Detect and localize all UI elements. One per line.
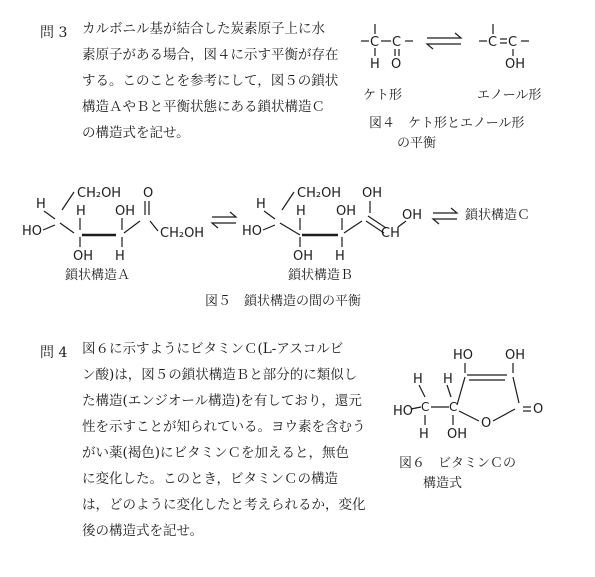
atom-h: H: [335, 249, 345, 264]
q4-line: がい薬(褐色)にビタミンＣを加えると，無色: [82, 445, 350, 461]
chain-structure-a: [22, 186, 204, 264]
atom-o: O: [143, 186, 154, 201]
atom-ch2oh: CH₂OH: [160, 226, 205, 241]
atom-h: H: [256, 197, 266, 212]
equilibrium-arrow: [212, 212, 236, 228]
atom-h: H: [443, 372, 453, 387]
atom-h: H: [419, 427, 429, 442]
atom-oh: OH: [336, 204, 357, 219]
q3-line: する。このことを参考にして，図５の鎖状: [82, 73, 339, 89]
q4-label: 問 4: [40, 345, 68, 361]
atom-c: C: [370, 35, 380, 50]
q4-line: に変化した。このとき，ビタミンＣの構造: [82, 471, 338, 487]
atom-c: C: [392, 35, 402, 50]
enol-structure: [479, 24, 529, 72]
figure-4-caption: 図４ ケト形とエノール形: [369, 116, 525, 131]
atom-h: H: [296, 204, 306, 219]
keto-structure: [361, 24, 413, 72]
atom-h: H: [115, 249, 125, 264]
atom-oh: OH: [402, 208, 423, 223]
atom-oh: OH: [73, 249, 94, 264]
atom-h: H: [36, 197, 46, 212]
figure-6-vitamin-c: [385, 345, 585, 505]
q3-label: 問 3: [40, 25, 68, 41]
q4-text: [82, 336, 367, 544]
figure-4-caption: の平衡: [397, 136, 437, 151]
figure-4-keto-enol: [355, 14, 575, 174]
chain-structure-b: [242, 186, 422, 264]
atom-h: H: [413, 372, 423, 387]
label-structure-a: 鎖状構造Ａ: [65, 268, 131, 283]
atom-o: O: [391, 57, 402, 72]
atom-ho: HO: [393, 404, 414, 419]
figure-6-caption: 図６ ビタミンＣの: [399, 456, 517, 471]
figure-6-caption: 構造式: [423, 476, 463, 491]
enol-label: エノール形: [477, 88, 542, 103]
atom-oh: OH: [505, 348, 526, 363]
atom-ho: HO: [242, 224, 263, 239]
q4-line: た構造(エンジオール構造)を有しており，還元: [82, 393, 362, 409]
atom-oh: OH: [293, 249, 314, 264]
atom-o: O: [481, 416, 492, 431]
atom-c: C: [508, 35, 518, 50]
q3-text: [82, 16, 372, 146]
atom-oh: OH: [447, 427, 468, 442]
q3-line: 素原子がある場合，図４に示す平衡が存在: [82, 47, 339, 63]
atom-oh: OH: [362, 186, 383, 201]
atom-c: C: [421, 400, 430, 414]
q4-line: 後の構造式を記せ。: [82, 523, 204, 539]
atom-ch: CH: [381, 226, 400, 241]
equilibrium-arrow: [433, 208, 457, 224]
atom-h: H: [370, 57, 380, 72]
q4-line: 性を示すことが知られている。ヨウ素を含むう: [82, 419, 366, 435]
atom-ho: HO: [453, 348, 474, 363]
q4-line: ン酸)は，図５の鎖状構造Ｂと部分的に類似し: [82, 367, 358, 383]
vitamin-c-structure: [393, 348, 543, 442]
q3-line: カルボニル基が結合した炭素原子上に水: [82, 21, 325, 37]
q4-line: は，どのように変化したと考えられるか，変化: [82, 497, 366, 513]
atom-ch2oh: CH₂OH: [77, 186, 122, 201]
equilibrium-arrow: [427, 33, 461, 49]
figure-5-caption: 図５ 鎖状構造の間の平衡: [205, 294, 362, 309]
q3-line: 構造ＡやＢと平衡状態にある鎖状構造Ｃ: [82, 99, 325, 115]
q3-line: の構造式を記せ。: [82, 125, 190, 141]
q4-line: 図６に示すようにビタミンＣ(L-アスコルビ: [82, 341, 344, 357]
label-structure-b: 鎖状構造Ｂ: [288, 268, 354, 283]
atom-ho: HO: [22, 224, 43, 239]
figure-5-chain-equilibrium: [0, 175, 595, 320]
atom-o: O: [533, 402, 544, 417]
atom-h: H: [76, 204, 86, 219]
label-structure-c: 鎖状構造Ｃ: [465, 208, 531, 223]
atom-oh: OH: [505, 57, 526, 72]
atom-oh: OH: [115, 204, 136, 219]
atom-ch2oh: CH₂OH: [297, 186, 342, 201]
atom-c: C: [449, 400, 458, 414]
atom-c: C: [488, 35, 498, 50]
keto-label: ケト形: [363, 88, 403, 103]
